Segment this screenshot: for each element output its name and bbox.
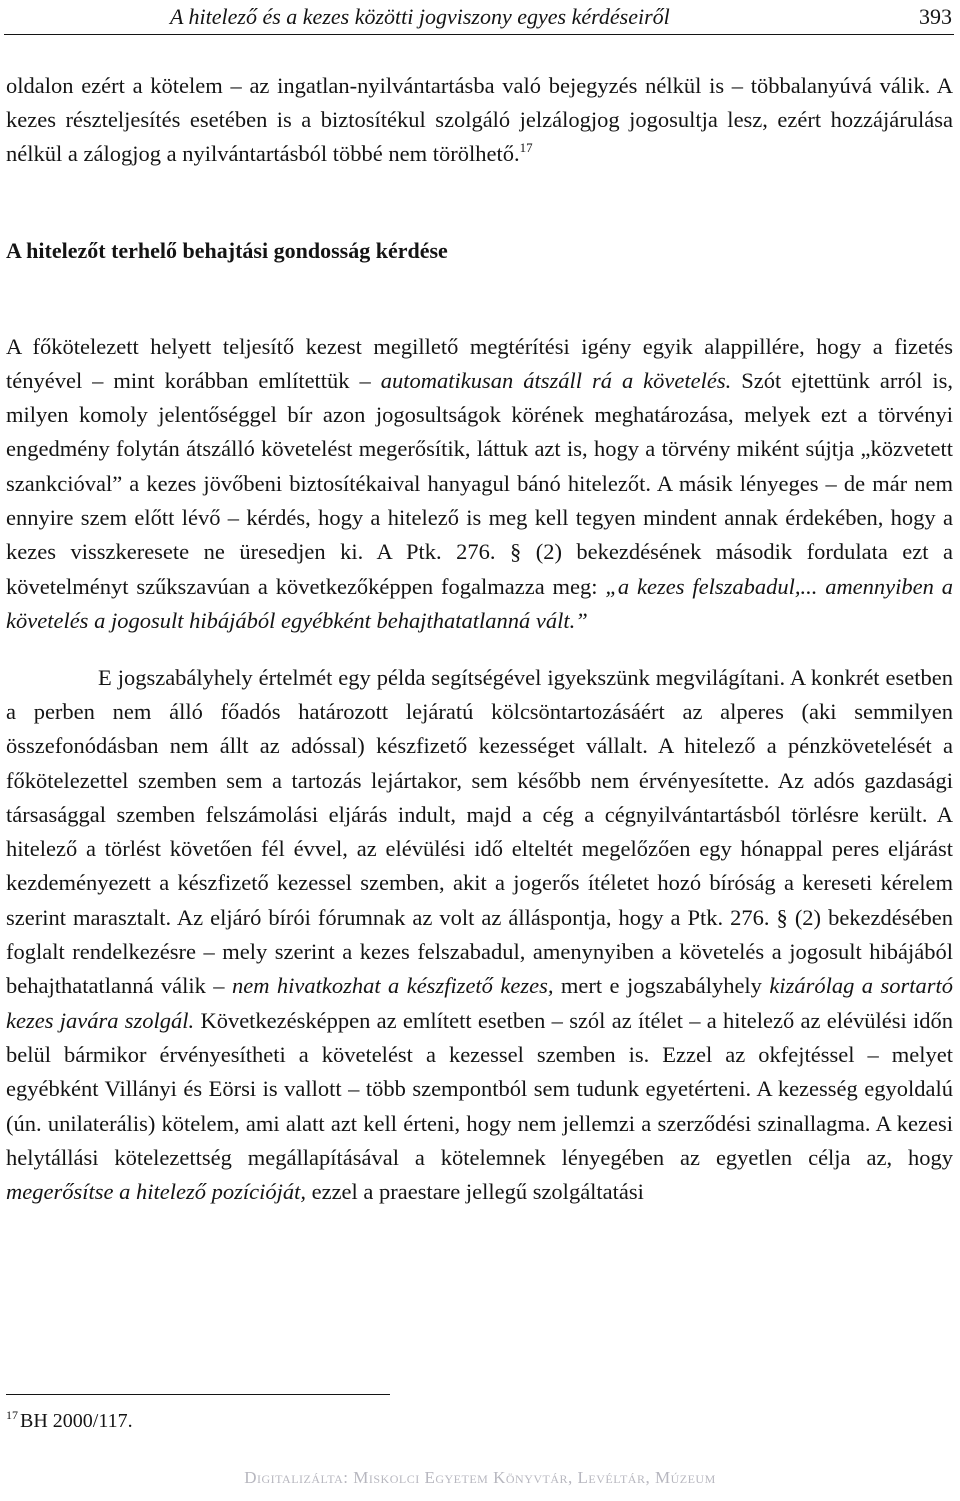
footnote	[6, 1408, 133, 1433]
footnote-divider	[6, 1394, 390, 1395]
running-head-title: A hitelező és a kezes közötti jogviszony egyes kérdéseiről	[170, 4, 670, 29]
p2-emphasis-f: megerősítse a hitelező pozícióját,	[6, 1179, 306, 1205]
p1-emphasis-b: automatikusan átszáll rá a követelés.	[380, 367, 732, 393]
p1-text-a: A főkötelezett helyett teljesítő kezest megillető megtérítési igény egyik alappillére, hogy a fizetés tényével – mint korábban említettük –	[6, 333, 953, 393]
p2-text-a: E jogszabályhely értelmét egy példa segítségével igyekszünk megvilágítani. A konkrét esetben a perben nem álló főadós határozott lejáratú kölcsöntartozásáért az alperes (aki semmilyen összefonódásban nem állt az adóssal) készfizető kezességet vállalt. A hitelező a pénzkövetelését a főkötelezettel szemben sem a tartozás lejártakor, sem később nem érvényesítette. Az adós gazdasági társasággal szemben felszámolási eljárás indult, majd a cég a cégnyilvántartásból törlésre került. A hitelező a törlést követően fél évvel, az elévülési idő elteltét megelőzően egy hónappal peres eljárást kezdeményezett a készfizető kezessel szemben, akit a jogerős ítéletet hozó bíróság a kereseti kérelem szerint marasztalt. Az eljáró bírói fórumnak az volt az álláspontja, hogy a Ptk. 276. § (2) bekezdésében foglalt rendelkezésre – mely szerint a kezes felszabadul, amenynyiben a követelés a jogosult hibájából behajthatatlanná válik –	[6, 664, 953, 999]
paragraph-1	[6, 330, 953, 639]
paragraph-2	[6, 661, 953, 1210]
digitization-watermark: Digitalizálta: Miskolci Egyetem Könyvtár, Levéltár, Múzeum	[244, 1468, 716, 1487]
p1-quote-d: „a kezes felszabadul,... amennyiben a követelés a jogosult hibájából egyébként behajthatatlanná vált.”	[6, 573, 954, 633]
p2-text-g: ezzel a praestare jellegű szolgáltatási	[305, 1179, 644, 1205]
p2-text-c: mert e jogszabályhely	[553, 973, 770, 999]
page-number: 393	[919, 4, 952, 29]
p2-emphasis-b: nem hivatkozhat a készfizető kezes,	[231, 973, 554, 999]
intro-text: oldalon ezért a kötelem – az ingatlan-nyilvántartásba való bejegyzés nélkül is – többalanyúvá válik. A kezes részteljesítés esetében is a biztosítékul szolgáló jelzálogjog jogosultja lesz, ezért hozzájárulása nélkül a zálogjog a nyilvántartásból többé nem törölhető.	[6, 73, 953, 166]
section-heading: A hitelezőt terhelő behajtási gondosság kérdése	[6, 238, 448, 263]
p2-emphasis-d: kizárólag a sortartó kezes javára szolgál.	[6, 973, 953, 1033]
intro-paragraph	[6, 69, 953, 171]
footnote-reference[interactable]: 17	[519, 140, 533, 155]
p1-text-c: Szót ejtettünk arról is, milyen komoly jelentőséggel bír azon jogosultságok körének meghatározása, melyek ezt a törvényi engedmény folytán átszálló követelést megerősítik, láttuk azt is, hogy a törvény miként sújtja „közvetett szankcióval” a kezes jövőbeni biztosítékaival hanyagul bánó hitelezőt. A másik lényeges – de már nem ennyire szem előtt lévő – kérdés, hogy a hitelező is meg kell tegyen mindent annak érdekében, hogy a kezes visszkeresete ne üresedjen ki. A Ptk. 276. § (2) bekezdésének második fordulata ezt a követelményt szűkszavúan a következőképpen fogalmazza meg:	[6, 367, 953, 599]
running-head	[4, 0, 954, 35]
main-body	[6, 307, 953, 1232]
footnote-mark: 17	[6, 1408, 18, 1422]
footnote-text: BH 2000/117.	[20, 1410, 133, 1432]
p2-text-e: Következésképpen az említett esetben – szól az ítélet – a hitelező az elévülési időn belül bármikor érvényesítheti a követelést a kezessel szemben is. Ezzel az okfejtéssel – melyet egyébként Villányi és Eörsi is vallott – több szempontból sem tudunk egyetérteni. A kezesség egyoldalú (ún. unilaterális) kötelem, ami alatt azt kell érteni, hogy nem jellemzi a szerződési szinallagma. A kezesi helytállási kötelezettség megállapításával a kötelemnek lényegében az egyetlen célja az, hogy	[6, 1007, 954, 1170]
